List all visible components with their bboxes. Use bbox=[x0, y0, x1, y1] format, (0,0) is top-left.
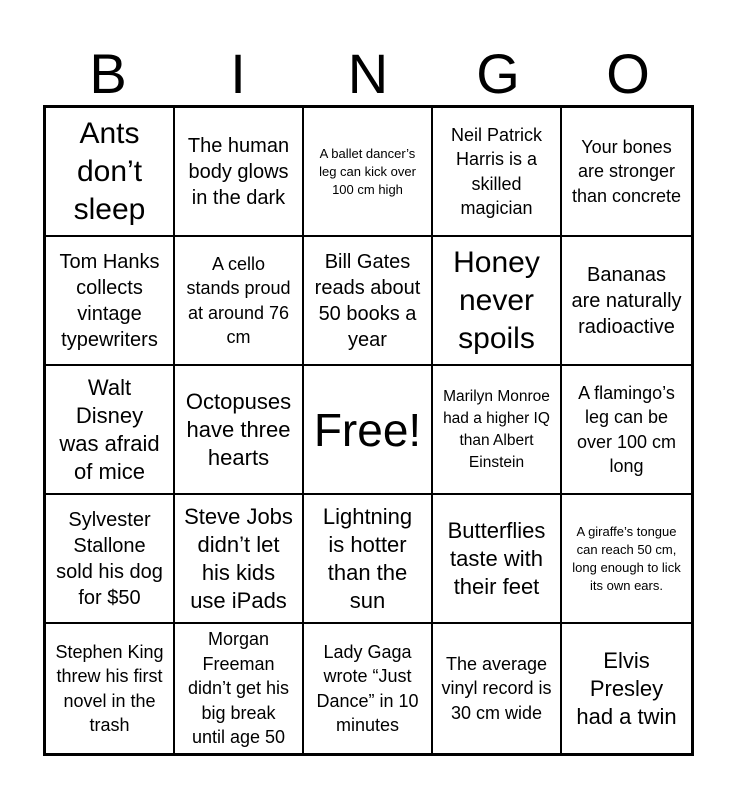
bingo-cell[interactable] bbox=[46, 495, 175, 624]
cell-text: Octopuses have three hearts bbox=[185, 388, 292, 470]
bingo-cell[interactable] bbox=[175, 624, 304, 753]
bingo-cell[interactable] bbox=[562, 108, 691, 237]
cell-text: Morgan Freeman didn’t get his big break until age 50 bbox=[187, 629, 290, 748]
cell-text: The average vinyl record is 30 cm wide bbox=[441, 653, 552, 723]
cell-text: Walt Disney was afraid of mice bbox=[59, 374, 160, 484]
cell-text: Marilyn Monroe had a higher IQ than Albert Einstein bbox=[443, 387, 550, 471]
cell-text: A flamingo’s leg can be over 100 cm long bbox=[576, 382, 677, 476]
cell-text: Ants don’t sleep bbox=[73, 116, 146, 226]
bingo-cell[interactable] bbox=[562, 366, 691, 495]
bingo-cell[interactable] bbox=[46, 366, 175, 495]
header-letter-g: G bbox=[476, 42, 520, 105]
bingo-cell[interactable] bbox=[562, 237, 691, 366]
bingo-cell[interactable] bbox=[175, 108, 304, 237]
cell-text: Your bones are stronger than concrete bbox=[571, 136, 682, 206]
bingo-header bbox=[43, 44, 694, 104]
bingo-cell[interactable] bbox=[304, 624, 433, 753]
free-space-cell[interactable] bbox=[304, 366, 433, 495]
bingo-cell[interactable] bbox=[175, 237, 304, 366]
cell-text: Tom Hanks collects vintage typewriters bbox=[59, 250, 160, 351]
cell-text: Lightning is hotter than the sun bbox=[322, 503, 413, 613]
bingo-cell[interactable] bbox=[46, 237, 175, 366]
header-letter-i: I bbox=[230, 42, 246, 105]
cell-text: Butterflies taste with their feet bbox=[447, 517, 546, 599]
cell-text: A ballet dancer’s leg can kick over 100 cm high bbox=[319, 145, 416, 197]
bingo-cell[interactable] bbox=[562, 624, 691, 753]
bingo-cell[interactable] bbox=[433, 624, 562, 753]
cell-text: Honey never spoils bbox=[453, 245, 540, 355]
cell-text: Lady Gaga wrote “Just Dance” in 10 minutes bbox=[316, 641, 419, 735]
cell-text: Neil Patrick Harris is a skilled magician bbox=[450, 124, 543, 218]
free-space-text: Free! bbox=[313, 403, 422, 456]
cell-text: Steve Jobs didn’t let his kids use iPads bbox=[184, 503, 293, 613]
bingo-cell[interactable] bbox=[175, 366, 304, 495]
cell-text: Bill Gates reads about 50 books a year bbox=[314, 250, 421, 351]
cell-text: A cello stands proud at around 76 cm bbox=[186, 253, 291, 347]
bingo-cell[interactable] bbox=[433, 495, 562, 624]
cell-text: Bananas are naturally radioactive bbox=[571, 263, 682, 338]
cell-text: The human body glows in the dark bbox=[187, 134, 290, 209]
cell-text: Sylvester Stallone sold his dog for $50 bbox=[56, 508, 163, 609]
cell-text: Stephen King threw his first novel in the trash bbox=[55, 641, 164, 735]
bingo-cell[interactable] bbox=[46, 108, 175, 237]
header-letter-o: O bbox=[606, 42, 650, 105]
cell-text: A giraffe’s tongue can reach 50 cm, long enough to lick its own ears. bbox=[572, 523, 681, 593]
bingo-cell[interactable] bbox=[433, 108, 562, 237]
bingo-cell[interactable] bbox=[433, 366, 562, 495]
bingo-cell[interactable] bbox=[175, 495, 304, 624]
bingo-cell[interactable] bbox=[46, 624, 175, 753]
bingo-cell[interactable] bbox=[562, 495, 691, 624]
bingo-cell[interactable] bbox=[304, 237, 433, 366]
bingo-card-grid bbox=[43, 105, 694, 756]
bingo-cell[interactable] bbox=[433, 237, 562, 366]
cell-text: Elvis Presley had a twin bbox=[576, 647, 677, 729]
bingo-cell[interactable] bbox=[304, 108, 433, 237]
bingo-cell[interactable] bbox=[304, 495, 433, 624]
header-letter-n: N bbox=[347, 42, 389, 105]
header-letter-b: B bbox=[89, 42, 127, 105]
